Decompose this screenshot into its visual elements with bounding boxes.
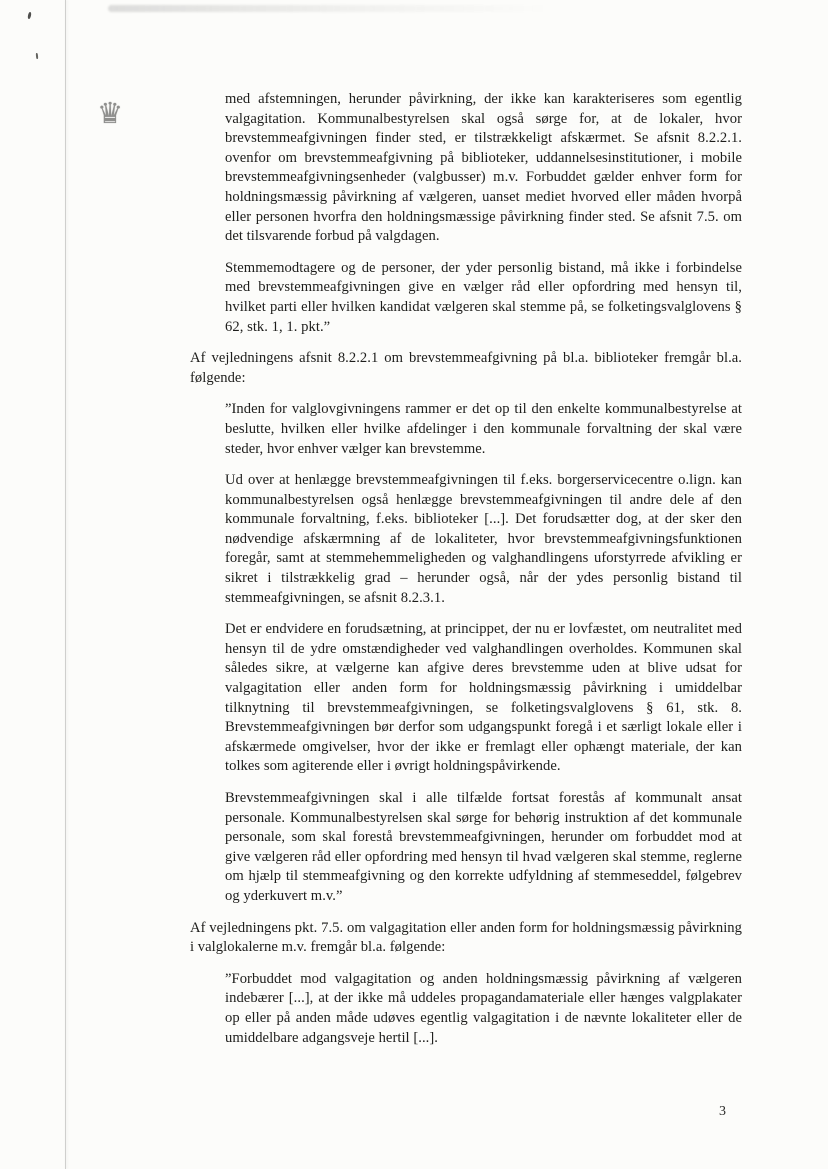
- scan-speck: [27, 12, 31, 19]
- page-body: [190, 90, 742, 1060]
- body-paragraph: Brevstemmeafgivningen skal i alle tilfælde fortsat forestås af kommunalt ansat personale. Kommunalbestyrelsen skal sørge for behørig instruktion af det kommunale personale, som skal forestå brevstemmeafgivningen, herunder om forbuddet mod at give vælgeren råd eller opfordring med hensyn til hvad vælgeren skal stemme, reglerne om hjælp til stemmeafgivning og den korrekte udfyldning af stemmeseddel, følgebrev og yderkuvert m.v.”: [225, 790, 742, 904]
- page-number: 3: [719, 1104, 726, 1119]
- body-paragraph: Det er endvidere en forudsætning, at princippet, der nu er lovfæstet, om neutralitet med hensyn til de ydre omstændigheder ved valghandlingen overholdes. Kommunen skal således sikre, at vælgerne kan afgive deres brevstemme uden at blive udsat for valgagitation eller anden form for holdningsmæssig påvirkning i umiddelbar tilknytning til brevstemmeafgivningen, se folketingsvalglovens § 61, stk. 8. Brevstemmeafgivningen bør derfor som udgangspunkt foregå i et særligt lokale eller i afskærmede omgivelser, hvor der ikke er fremlagt eller ophængt materiale, der kan tolkes som agiterende eller i øvrigt holdningspåvirkende.: [225, 621, 742, 775]
- crown-emblem-icon: ♛: [97, 96, 123, 130]
- body-paragraph: Stemmemodtagere og de personer, der yder personlig bistand, må ikke i forbindelse med brevstemmeafgivningen give en vælger råd eller opfordring med hensyn til, hvilket parti eller hvilken kandidat vælgeren skal stemme på, se folketingsvalglovens § 62, stk. 1, 1. pkt.”: [225, 259, 742, 335]
- body-paragraph: med afstemningen, herunder påvirkning, der ikke kan karakteriseres som egentlig valgagitation. Kommunalbestyrelsen skal også sørge for, at de lokaler, hvor brevstemmeafgivningen finder sted, er tilstrækkeligt afskærmet. Se afsnit 8.2.2.1. ovenfor om brevstemmeafgivning på biblioteker, uddannelsesinstitutioner, i mobile brevstemmeafgivningsenheder (valgbusser) m.v. Forbuddet gælder enhver form for holdningsmæssig påvirkning af vælgeren, uanset mediet hvorved eller måden hvorpå eller personen hvorfra den holdningsmæssige påvirkning finder sted. Se afsnit 7.5. om det tilsvarende forbud på valgdagen.: [225, 91, 742, 245]
- body-paragraph: Af vejledningens pkt. 7.5. om valgagitation eller anden form for holdningsmæssig påvirkning i valglokalerne m.v. fremgår bl.a. følgende:: [190, 919, 742, 956]
- body-paragraph: ”Forbuddet mod valgagitation og anden holdningsmæssig påvirkning af vælgeren indebærer [...], at der ikke må uddeles propagandamateriale eller hænges valgplakater op eller på anden måde udøves egentlig valgagitation i de nævnte lokaliteter eller de umiddelbare adgangsveje hertil [...].: [225, 970, 742, 1046]
- body-paragraph: Ud over at henlægge brevstemmeafgivningen til f.eks. borgerservicecentre o.lign. kan kommunalbestyrelsen også henlægge brevstemmeafgivningen til andre dele af den kommunale forvaltning, f.eks. biblioteker [...]. Det forudsætter dog, at der sker den nødvendige afskærmning af de lokaliteter, hvor brevstemmeafgivningsfunktionen foregår, samt at stemmehemmeligheden og valghandlingens uforstyrrede afvikling er sikret i tilstrækkelig grad – herunder også, når der ydes personlig bistand til stemmeafgivningen, se afsnit 8.2.3.1.: [225, 472, 742, 606]
- scan-edge-line: [65, 0, 66, 1169]
- body-paragraph: Af vejledningens afsnit 8.2.2.1 om brevstemmeafgivning på bl.a. biblioteker fremgår bl.a. følgende:: [190, 350, 742, 386]
- body-paragraph: ”Inden for valglovgivningens rammer er det op til den enkelte kommunalbestyrelse at beslutte, hvilken eller hvilke afdelinger i den kommunale forvaltning der skal være steder, hvor enhver vælger kan brevstemme.: [225, 401, 742, 457]
- scan-smudge: [108, 5, 548, 12]
- scan-speck: [36, 53, 39, 59]
